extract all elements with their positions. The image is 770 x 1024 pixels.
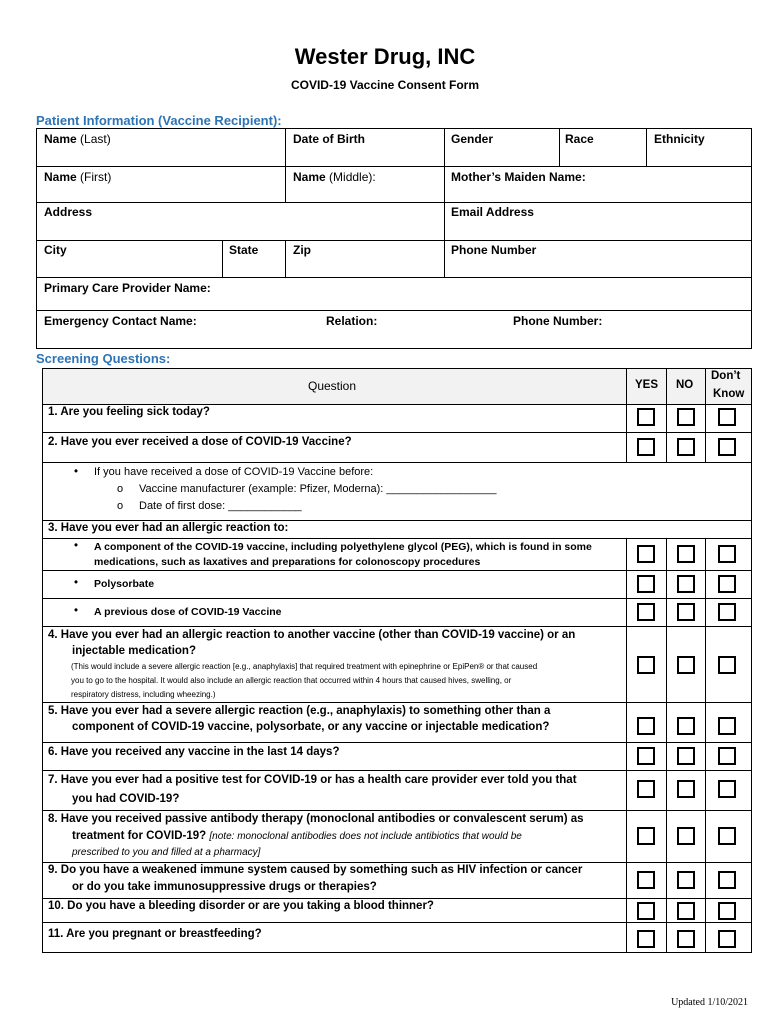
updated-date: Updated 1/10/2021 bbox=[671, 997, 748, 1008]
bullet-icon: • bbox=[74, 577, 79, 589]
q3a-yes-checkbox[interactable] bbox=[637, 545, 655, 563]
q9-no-checkbox[interactable] bbox=[677, 871, 695, 889]
question-3a-line2: medications, such as laxatives and preparations for colonoscopy procedures bbox=[94, 556, 481, 568]
question-3a-line1: A component of the COVID-19 vaccine, including polyethylene glycol (PEG), which is found in some bbox=[94, 541, 592, 553]
emergency-contact-field[interactable]: Emergency Contact Name: bbox=[44, 314, 197, 328]
q8-no-checkbox[interactable] bbox=[677, 827, 695, 845]
q3b-no-checkbox[interactable] bbox=[677, 575, 695, 593]
q3a-no-checkbox[interactable] bbox=[677, 545, 695, 563]
circle-bullet-icon: o bbox=[117, 483, 124, 495]
pcp-field[interactable]: Primary Care Provider Name: bbox=[44, 281, 211, 295]
q1-yes-checkbox[interactable] bbox=[637, 408, 655, 426]
question-9-line1: 9. Do you have a weakened immune system caused by something such as HIV infection or cancer bbox=[48, 864, 583, 876]
q2-dont-know-checkbox[interactable] bbox=[718, 438, 736, 456]
q6-no-checkbox[interactable] bbox=[677, 747, 695, 765]
q3c-dont-know-checkbox[interactable] bbox=[718, 603, 736, 621]
dob-field[interactable]: Date of Birth bbox=[293, 132, 365, 146]
patient-section-title: Patient Information (Vaccine Recipient): bbox=[36, 113, 282, 128]
q1-dont-know-checkbox[interactable] bbox=[718, 408, 736, 426]
circle-bullet-icon: o bbox=[117, 500, 124, 512]
q7-no-checkbox[interactable] bbox=[677, 780, 695, 798]
yes-column-header: YES bbox=[635, 379, 659, 391]
q11-dont-know-checkbox[interactable] bbox=[718, 930, 736, 948]
question-4-line1: 4. Have you ever had an allergic reaction to another vaccine (other than COVID-19 vaccine) or an bbox=[48, 629, 576, 641]
question-column-header: Question bbox=[308, 379, 357, 393]
question-1: 1. Are you feeling sick today? bbox=[48, 406, 210, 418]
q3c-yes-checkbox[interactable] bbox=[637, 603, 655, 621]
q8-dont-know-checkbox[interactable] bbox=[718, 827, 736, 845]
ethnicity-field[interactable]: Ethnicity bbox=[654, 132, 705, 146]
q3a-dont-know-checkbox[interactable] bbox=[718, 545, 736, 563]
vaccine-manufacturer-field[interactable]: Vaccine manufacturer (example: Pfizer, Moderna): __________________ bbox=[139, 483, 497, 495]
q6-dont-know-checkbox[interactable] bbox=[718, 747, 736, 765]
question-3c: A previous dose of COVID-19 Vaccine bbox=[94, 606, 282, 618]
question-4-line2: injectable medication? bbox=[72, 645, 196, 657]
q8-yes-checkbox[interactable] bbox=[637, 827, 655, 845]
name-first-field[interactable]: Name (First) bbox=[44, 170, 112, 184]
q4-no-checkbox[interactable] bbox=[677, 656, 695, 674]
q3c-no-checkbox[interactable] bbox=[677, 603, 695, 621]
question-2: 2. Have you ever received a dose of COVID-19 Vaccine? bbox=[48, 436, 352, 448]
city-field[interactable]: City bbox=[44, 243, 67, 257]
question-8-line1: 8. Have you received passive antibody therapy (monoclonal antibodies or convalescent serum) as bbox=[48, 813, 584, 825]
state-field[interactable]: State bbox=[229, 243, 259, 257]
q2-no-checkbox[interactable] bbox=[677, 438, 695, 456]
form-subtitle: COVID-19 Vaccine Consent Form bbox=[290, 78, 480, 92]
question-8-note: [note: monoclonal antibodies does not include antibiotics that would be bbox=[209, 831, 522, 842]
q11-no-checkbox[interactable] bbox=[677, 930, 695, 948]
dont-know-header-line2: Know bbox=[713, 388, 745, 400]
name-last-field[interactable]: Name (Last) bbox=[44, 132, 111, 146]
question-2-followup: If you have received a dose of COVID-19 Vaccine before: bbox=[94, 466, 374, 478]
maiden-name-field[interactable]: Mother’s Maiden Name: bbox=[451, 170, 586, 184]
q10-no-checkbox[interactable] bbox=[677, 902, 695, 920]
phone-field[interactable]: Phone Number bbox=[451, 243, 537, 257]
q2-yes-checkbox[interactable] bbox=[637, 438, 655, 456]
race-field[interactable]: Race bbox=[565, 132, 594, 146]
q10-dont-know-checkbox[interactable] bbox=[718, 902, 736, 920]
question-10: 10. Do you have a bleeding disorder or are you taking a blood thinner? bbox=[48, 900, 434, 912]
q3b-yes-checkbox[interactable] bbox=[637, 575, 655, 593]
q11-yes-checkbox[interactable] bbox=[637, 930, 655, 948]
question-7-line1: 7. Have you ever had a positive test for COVID-19 or has a health care provider ever told you that bbox=[48, 774, 577, 786]
question-7-line2: you had COVID-19? bbox=[72, 793, 180, 805]
screening-section-title: Screening Questions: bbox=[36, 351, 171, 366]
gender-field[interactable]: Gender bbox=[451, 132, 494, 146]
question-8-line2: treatment for COVID-19? [note: monoclonal antibodies does not include antibiotics that would be bbox=[72, 830, 522, 842]
dont-know-header-line1: Don’t bbox=[711, 370, 741, 382]
question-3b: Polysorbate bbox=[94, 578, 155, 590]
q9-dont-know-checkbox[interactable] bbox=[718, 871, 736, 889]
question-4-note-line3: respiratory distress, including wheezing.) bbox=[71, 690, 216, 699]
relation-field[interactable]: Relation: bbox=[326, 314, 378, 328]
first-dose-date-field[interactable]: Date of first dose: ____________ bbox=[139, 500, 302, 512]
bullet-icon: • bbox=[74, 605, 79, 617]
bullet-icon: • bbox=[74, 466, 79, 478]
name-middle-field[interactable]: Name (Middle): bbox=[293, 170, 376, 184]
q1-no-checkbox[interactable] bbox=[677, 408, 695, 426]
question-6: 6. Have you received any vaccine in the last 14 days? bbox=[48, 746, 340, 758]
question-4-note-line2: you to go to the hospital. It would also include an allergic reaction that occurred within 4 hours that caused hives, swelling, or bbox=[71, 676, 512, 685]
email-field[interactable]: Email Address bbox=[451, 205, 534, 219]
question-3: 3. Have you ever had an allergic reaction to: bbox=[48, 522, 289, 534]
no-column-header: NO bbox=[676, 379, 694, 391]
question-11: 11. Are you pregnant or breastfeeding? bbox=[48, 928, 262, 940]
question-4-note-line1: (This would include a severe allergic reaction [e.g., anaphylaxis] that required treatment with epinephrine or EpiPen® or that caused bbox=[71, 662, 538, 671]
q5-no-checkbox[interactable] bbox=[677, 717, 695, 735]
question-5-line2: component of COVID-19 vaccine, polysorbate, or any vaccine or injectable medication? bbox=[72, 721, 550, 733]
q7-yes-checkbox[interactable] bbox=[637, 780, 655, 798]
form-title: Wester Drug, INC bbox=[294, 44, 476, 69]
question-9-line2: or do you take immunosuppressive drugs or therapies? bbox=[72, 881, 377, 893]
question-5-line1: 5. Have you ever had a severe allergic reaction (e.g., anaphylaxis) to something other than a bbox=[48, 705, 551, 717]
q6-yes-checkbox[interactable] bbox=[637, 747, 655, 765]
q7-dont-know-checkbox[interactable] bbox=[718, 780, 736, 798]
zip-field[interactable]: Zip bbox=[293, 243, 311, 257]
address-field[interactable]: Address bbox=[44, 205, 93, 219]
emergency-phone-field[interactable]: Phone Number: bbox=[513, 314, 603, 328]
q4-dont-know-checkbox[interactable] bbox=[718, 656, 736, 674]
q10-yes-checkbox[interactable] bbox=[637, 902, 655, 920]
q3b-dont-know-checkbox[interactable] bbox=[718, 575, 736, 593]
q5-dont-know-checkbox[interactable] bbox=[718, 717, 736, 735]
q5-yes-checkbox[interactable] bbox=[637, 717, 655, 735]
bullet-icon: • bbox=[74, 540, 79, 552]
q9-yes-checkbox[interactable] bbox=[637, 871, 655, 889]
q4-yes-checkbox[interactable] bbox=[637, 656, 655, 674]
question-8-note-line2: prescribed to you and filled at a pharmacy] bbox=[72, 847, 261, 858]
